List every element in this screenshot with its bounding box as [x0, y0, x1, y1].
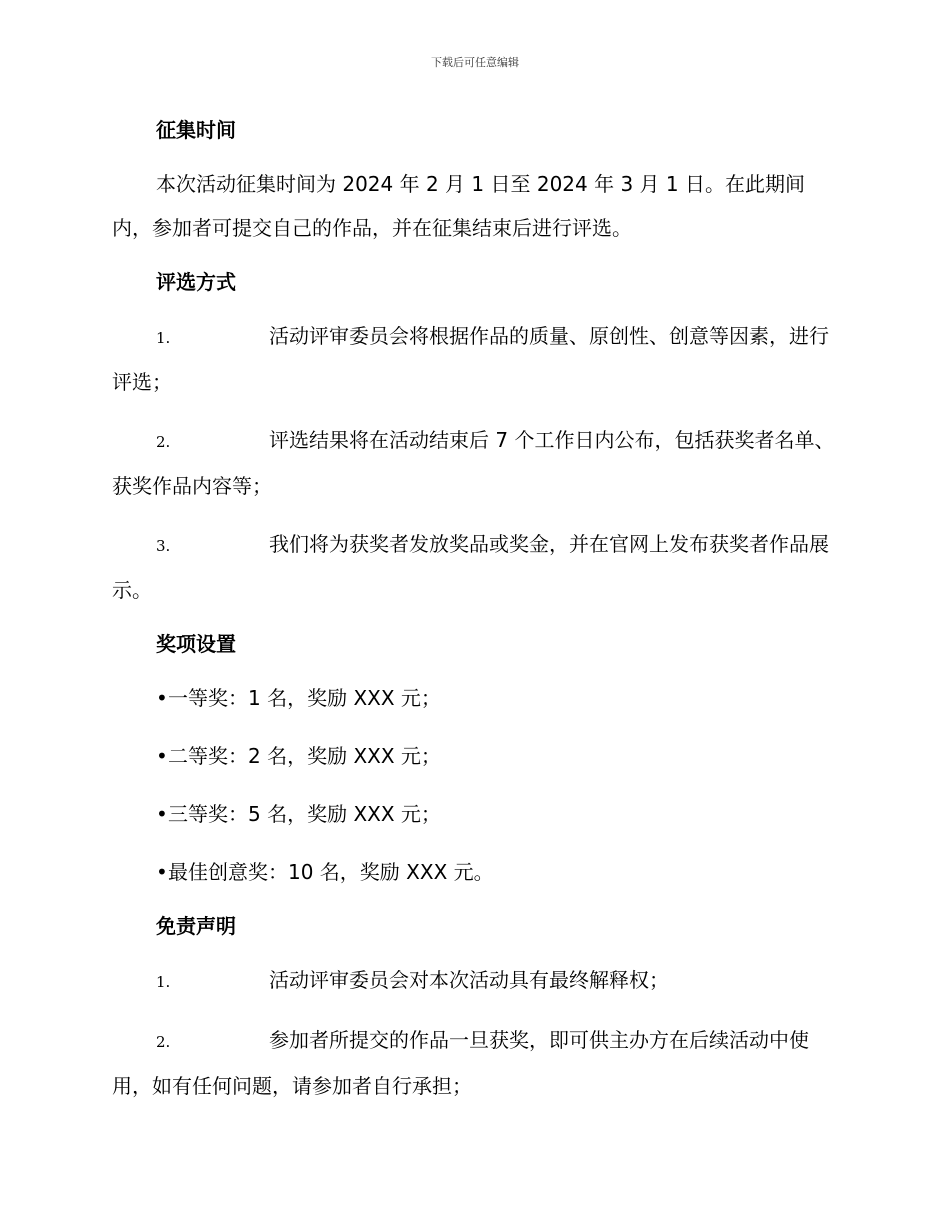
selection-item — [112, 522, 837, 612]
disclaimer-item-number: 1. — [156, 973, 171, 991]
selection-item-text: 我们将为获奖者发放奖品或奖金，并在官网上发布获奖者作品展示。 — [112, 532, 829, 602]
award-item — [112, 734, 837, 778]
selection-item-number: 1. — [156, 329, 171, 347]
disclaimer-item-text: 活动评审委员会对本次活动具有最终解释权； — [269, 968, 669, 992]
disclaimer-item — [112, 1018, 837, 1108]
award-item-text: 二等奖：2 名，奖励 XXX 元； — [168, 744, 441, 768]
section-heading-collection: 征集时间 — [156, 118, 236, 142]
document-body — [112, 112, 837, 1122]
selection-item-number: 2. — [156, 433, 171, 451]
disclaimer-item-number: 2. — [156, 1033, 171, 1051]
section-heading-disclaimer: 免责声明 — [156, 914, 236, 938]
page-header-note: 下载后可任意编辑 — [431, 56, 519, 69]
section-heading-awards: 奖项设置 — [156, 632, 236, 656]
award-item — [112, 676, 837, 720]
bullet-icon: • — [156, 686, 168, 710]
section-heading-selection: 评选方式 — [156, 270, 236, 294]
award-item-text: 三等奖：5 名，奖励 XXX 元； — [168, 802, 441, 826]
bullet-icon: • — [156, 744, 168, 768]
award-item-text: 一等奖：1 名，奖励 XXX 元； — [168, 686, 441, 710]
award-item — [112, 850, 837, 894]
disclaimer-item-text: 参加者所提交的作品一旦获奖，即可供主办方在后续活动中使用，如有任何问题，请参加者自行承担； — [112, 1028, 809, 1098]
collection-paragraph: 本次活动征集时间为 2024 年 2 月 1 日至 2024 年 3 月 1 日。在此期间内，参加者可提交自己的作品，并在征集结束后进行评选。 — [112, 172, 805, 240]
disclaimer-item — [112, 958, 837, 1004]
selection-item-text: 活动评审委员会将根据作品的质量、原创性、创意等因素，进行评选； — [112, 324, 829, 394]
selection-item — [112, 314, 837, 404]
bullet-icon: • — [156, 860, 168, 884]
selection-item-text: 评选结果将在活动结束后 7 个工作日内公布，包括获奖者名单、获奖作品内容等； — [112, 428, 835, 498]
selection-item — [112, 418, 837, 508]
award-item-text: 最佳创意奖：10 名，奖励 XXX 元。 — [168, 860, 494, 884]
selection-item-number: 3. — [156, 537, 171, 555]
bullet-icon: • — [156, 802, 168, 826]
award-item — [112, 792, 837, 836]
